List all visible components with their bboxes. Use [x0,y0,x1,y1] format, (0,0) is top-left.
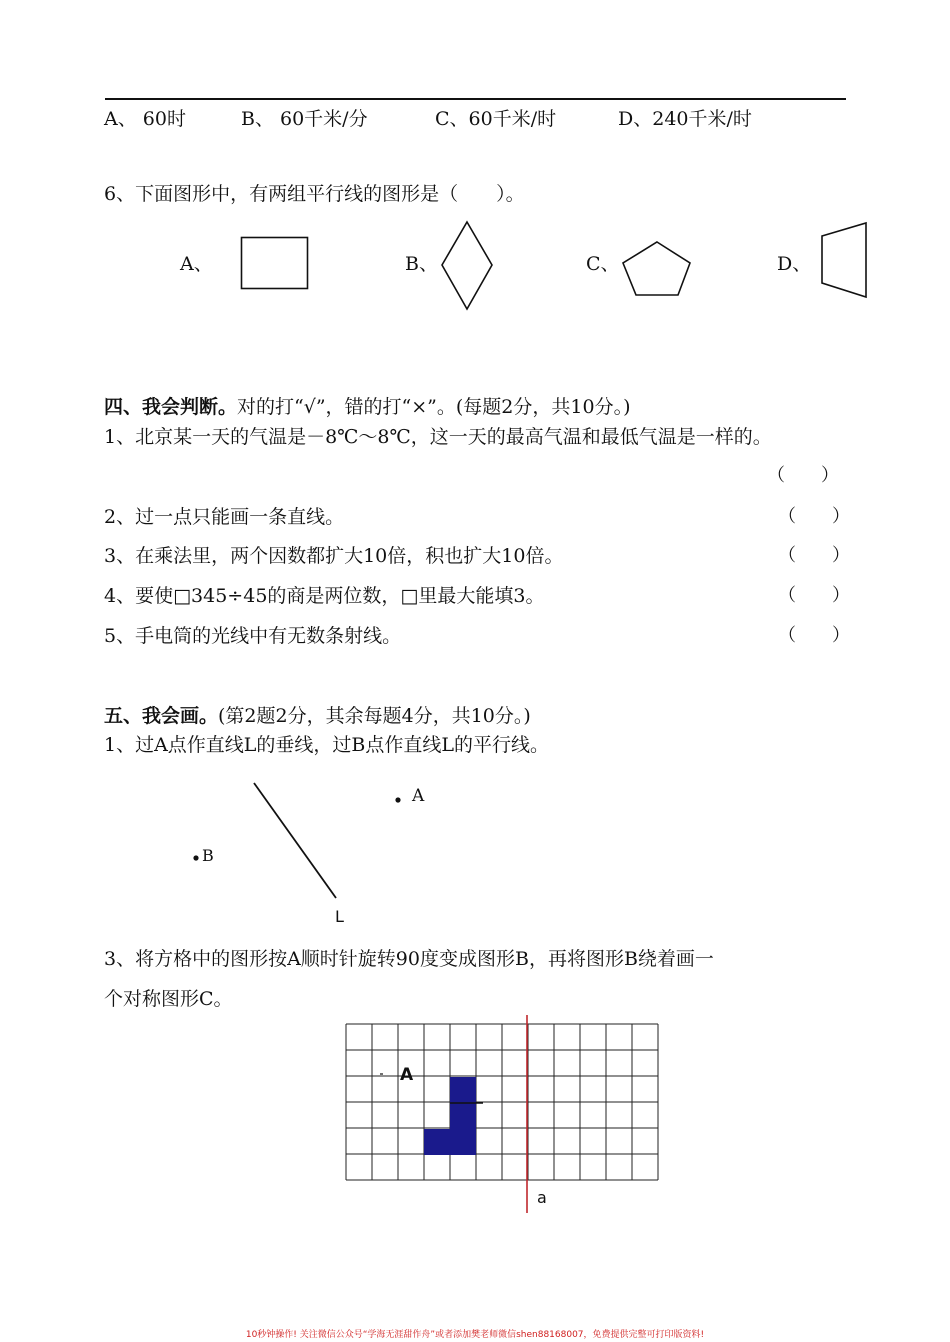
draw-q3-line2: 个对称图形C。 [104,988,233,1010]
judge-item-5: 5、手电筒的光线中有无数条射线。 [104,625,402,647]
grid-label-a: A [400,1065,414,1085]
section4-instruction: 对的打“√”，错的打“×”。(每题2分，共10分。) [237,396,631,418]
point-b-label: B [202,846,214,865]
footer-note: 10秒钟操作! 关注微信公众号“学海无涯甜作舟”或者添加樊老师微信shen88168007，免费提供完整可打印版资料! [245,1330,705,1340]
q5-option-c: C、60千米/时 [435,108,557,130]
q6-label-c: C、 [586,253,620,275]
axis-label-a: a [537,1188,547,1207]
q5-option-b: B、 60千米/分 [241,108,368,130]
judge-item-1: 1、北京某一天的气温是－8℃～8℃，这一天的最高气温和最低气温是一样的。 [104,426,772,448]
judge-item-2: 2、过一点只能画一条直线。 [104,506,345,528]
section4-heading: 四、我会判断。 [104,396,238,418]
draw-q1: 1、过A点作直线L的垂线，过B点作直线L的平行线。 [104,734,550,756]
answer-blank-4[interactable]: （ ） [778,585,850,606]
answer-blank-2[interactable]: （ ） [778,506,850,527]
answer-blank-3[interactable]: （ ） [778,545,850,566]
section5-heading: 五、我会画。 [104,705,219,727]
grid-area [345,1023,665,1223]
draw-q3-line1: 3、将方格中的图形按A顺时针旋转90度变成图形B，再将图形B绕着画一 [104,948,714,970]
answer-blank-5[interactable]: （ ） [778,625,850,646]
line-l [254,783,336,898]
q6-label-a: A、 [180,253,213,275]
q5-option-a: A、 60时 [104,108,186,130]
section5-instruction: (第2题2分，其余每题4分，共10分。) [218,705,531,727]
point-a-label: A [412,786,425,806]
point-a-dot [395,797,400,802]
q5-option-d: D、240千米/时 [618,108,752,130]
judge-item-4: 4、要使□345÷45的商是两位数，□里最大能填3。 [104,585,545,607]
judge-item-3: 3、在乘法里，两个因数都扩大10倍，积也扩大10倍。 [104,545,564,567]
answer-blank-1[interactable]: （ ） [767,465,839,486]
point-b-dot [193,855,198,860]
q6-question: 6、下面图形中，有两组平行线的图形是（ ）。 [104,183,525,205]
shape-a-figure [424,1077,476,1155]
q6-label-b: B、 [405,253,438,275]
grid-lines [346,1024,658,1180]
q6-label-d: D、 [777,253,812,275]
line-l-label: L [335,907,344,926]
